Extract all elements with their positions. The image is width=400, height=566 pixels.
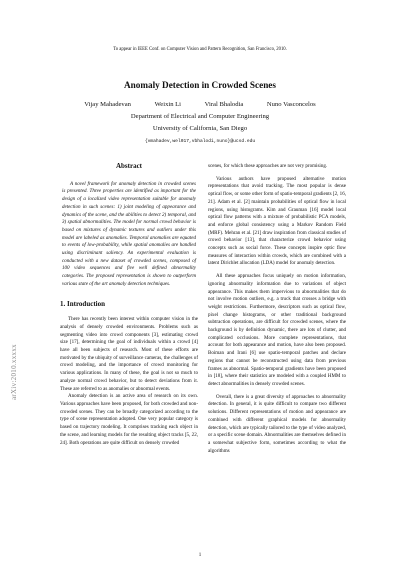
author-name: Weixin Li [154, 101, 181, 108]
left-column [60, 163, 198, 447]
right-column [208, 163, 346, 455]
intro-paragraph: There has recently been interest within computer vision in the analysis of densely crowded environments. Problems such as segmenting video into crowd components [3], estimating crowd size [17], determining the goal of individuals within a crowd [4] have all been subjects of research. Most of these efforts are motivated by the ubiquity of surveillance cameras, the challenges of crowd modeling, and the importance of crowd monitoring for various applications. In many of these, the goal is not so much to analyze normal crowd behavior, but to detect deviations from it. These are referred to as anomalies or abnormal events. [60, 316, 198, 392]
body-paragraph: All these approaches focus uniquely on motion information, ignoring abnormality information due to variations of object appearance. This makes them impervious to abnormalities that do not involve motion outliers, e.g. a truck that crosses a bridge with weight restrictions. Furthermore, descriptors such as optical flow, pixel change histograms, or other traditional background subtraction operations, are difficult for crowded scenes, where the background is by definition dynamic, there are lots of clutter, and complicated occlusions. More complete representations, that account for both appearance and motion, have also been proposed. Boiman and Irani [6] use spatio-temporal patches and declare regions that cannot be reconstructed using data from previous frames as abnormal. Spatio-temporal gradients have been proposed in [18], where their statistics are modeled with a coupled HMM to detect abnormalities in densely crowded scenes. [208, 273, 346, 387]
intro-paragraph: Anomaly detection is an active area of research on its own. Various approaches have been proposed, for both crowded and non-crowded scenes. They can be broadly categorized according to the type of scene representation adopted. One very popular category is based on trajectory modeling. It comprises tracking each object in the scene, and learning models for the resulting object tracks [5, 22, 24]. Both operations are quite difficult on densely crowded [60, 393, 198, 446]
affiliation-department: Department of Electrical and Computer Engineering [130, 113, 270, 120]
section-heading-introduction: 1. Introduction [60, 299, 105, 308]
author-name: Vijay Mahadevan [84, 101, 131, 108]
body-paragraph: scenes, for which these approaches are not very promising. [208, 163, 328, 169]
author-emails: {vmahadev,wel017,vbhalodi,nuno}@ucsd.edu [144, 139, 256, 144]
author-name: Viral Bhalodia [204, 101, 244, 108]
venue-note: To appear in IEEE Conf. on Computer Vision and Pattern Recognition, San Francisco, 2010. [113, 47, 287, 52]
abstract-text: A novel framework for anomaly detection in crowded scenes is presented. Three properties are identified as important for the design of a localized video representation suitable for anomaly detection in such scenes: 1) joint modeling of appearance and dynamics of the scene, and the abilities to detect 2) temporal, and 3) spatial abnormalities. The model for normal crowd behavior is based on mixtures of dynamic textures and outliers under this model are labeled as anomalies. Temporal anomalies are equated to events of low-probability, while spatial anomalies are handled using discriminant saliency. An experimental evaluation is conducted with a new dataset of crowded scenes, composed of 100 video sequences and five well defined abnormality categories. The proposed representation is shown to outperform various state of the art anomaly detection techniques. [62, 180, 196, 287]
paper-title: Anomaly Detection in Crowded Scenes [124, 80, 276, 90]
body-paragraph: Overall, there is a great diversity of approaches to abnormality detection. In general, it is quite difficult to compare two different solutions. Different representations of motion and appearance are combined with different graphical models for abnormality detection, which are typically tailored to the type of video analyzed, or a specific scene domain. Abnormalities are themselves defined in a somewhat subjective form, sometimes according to what the algorithms [208, 393, 346, 454]
arxiv-sidebar-stamp: arXiv:2010.xxxxx [10, 344, 18, 400]
affiliation-university: University of California, San Diego [152, 125, 248, 132]
author-name: Nuno Vasconcelos [266, 101, 316, 108]
page-number: 1 [198, 553, 202, 558]
abstract-heading: Abstract [115, 162, 143, 170]
author-list [0, 101, 400, 108]
body-paragraph: Various authors have proposed alternative motion representations that avoid tracking. The most popular is dense optical flow, or some other form of spatio-temporal gradients [2, 16, 21]. Adam et al. [2] maintain probabilities of optical flow in local regions, using histograms. Kim and Grauman [16] model local optical flow patterns with a mixture of probabilistic PCA models, and enforce global consistency using a Markov Random Field (MRF). Mehran et al. [21] draw inspiration from classical studies of crowd behavior [13], that characterize crowd behavior using concepts such as social force. These concepts inspire optic flow measures of interaction within crowds, which are combined with a latent Dirichlet allocation (LDA) model for anomaly detection. [208, 175, 346, 267]
